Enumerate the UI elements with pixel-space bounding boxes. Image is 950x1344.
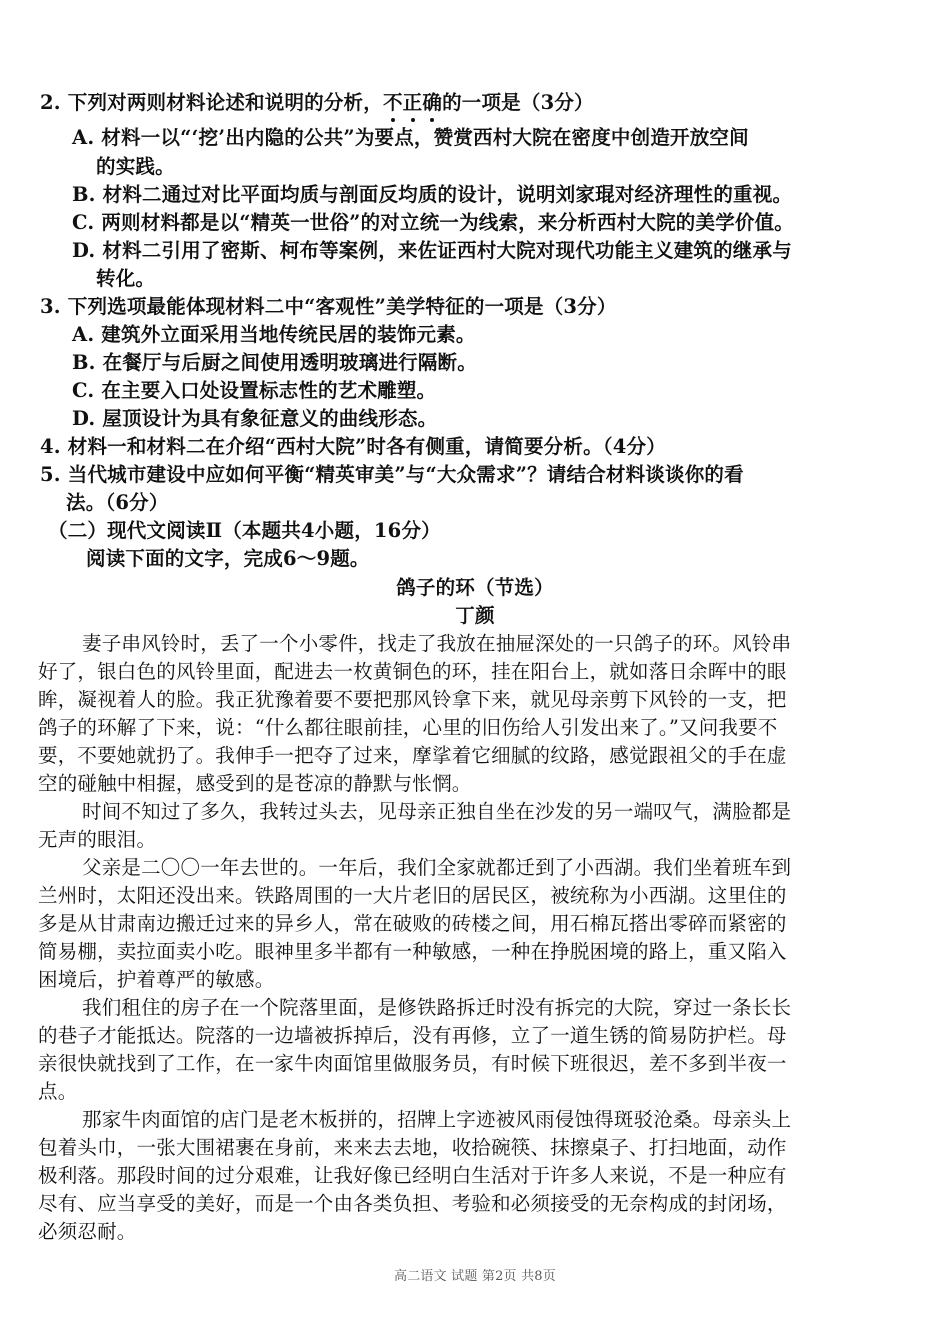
- article-line: 多是从甘肃南边搬迁过来的异乡人，常在破败的砖楼之间，用石棉瓦搭出零碎而紧密的: [38, 912, 787, 935]
- article-line: 空的碰触中相握，感受到的是苍凉的静默与怅惘。: [38, 772, 472, 795]
- article-line: 鸽子的环解了下来，说：“什么都往眼前挂，心里的旧伤给人引发出来了。”又问我要不: [38, 716, 778, 739]
- q2-option-a-cont: 的实践。: [96, 155, 175, 178]
- q2-option-c: C. 两则材料都是以“精英一世俗”的对立统一为线索，来分析西村大院的美学价值。: [72, 211, 794, 234]
- article-line: 必须忍耐。: [38, 1220, 137, 1243]
- article-line: 父亲是二〇〇一年去世的。一年后，我们全家就都迁到了小西湖。我们坐着班车到: [82, 856, 792, 879]
- article-title: 鸽子的环（节选）: [396, 576, 554, 599]
- article-line: 那家牛肉面馆的店门是老木板拼的，招牌上字迹被风雨侵蚀得斑驳沧桑。母亲头上: [82, 1108, 792, 1131]
- article-line: 的巷子才能抵达。院落的一边墙被拆掉后，没有再修，立了一道生锈的简易防护栏。母: [38, 1024, 787, 1047]
- article-line: 眸，凝视着人的脸。我正犹豫着要不要把那风铃拿下来，就见母亲剪下风铃的一支，把: [38, 688, 787, 711]
- article-line: 简易棚，卖拉面卖小吃。眼神里多半都有一种敏感，一种在挣脱困境的路上，重又陷入: [38, 940, 787, 963]
- q2-option-b: B. 材料二通过对比平面均质与剖面反均质的设计，说明刘家琨对经济理性的重视。: [72, 183, 793, 206]
- q3-option-a: A. 建筑外立面采用当地传统民居的装饰元素。: [72, 323, 476, 346]
- section-heading: （二）现代文阅读Ⅱ（本题共4小题，16分）: [48, 519, 441, 542]
- article-line: 好了，银白色的风铃里面，配进去一枚黄铜色的环，挂在阳台上，就如落日余晖中的眼: [38, 660, 787, 683]
- article-line: 时间不知过了多久，我转过头去，见母亲正独自坐在沙发的另一端叹气，满脸都是: [82, 800, 792, 823]
- article-line: 点。: [38, 1080, 78, 1103]
- section-instruction: 阅读下面的文字，完成6～9题。: [86, 547, 370, 570]
- question-2-stem: 2. 下列对两则材料论述和说明的分析，不正确的一项是（3分）: [40, 88, 594, 118]
- article-line: 无声的眼泪。: [38, 828, 157, 851]
- question-3-stem: 3. 下列选项最能体现材料二中“客观性”美学特征的一项是（3分）: [40, 295, 617, 318]
- article-line: 极利落。那段时间的过分艰难，让我好像已经明白生活对于许多人来说，不是一种应有: [38, 1164, 787, 1187]
- emphasis-char: 确: [422, 88, 442, 118]
- article-line: 我们租住的房子在一个院落里面，是修铁路拆迁时没有拆完的大院，穿过一条长长: [82, 996, 792, 1019]
- article-line: 尽有、应当享受的美好，而是一个由各类负担、考验和必须接受的无奈构成的封闭场，: [38, 1192, 787, 1215]
- page-footer: 高二语文 试题 第2页 共8页: [394, 1269, 556, 1284]
- article-line: 困境后，护着尊严的敏感。: [38, 968, 275, 991]
- question-4-stem: 4. 材料一和材料二在介绍“西村大院”时各有侧重，请简要分析。（4分）: [40, 435, 666, 458]
- article-line: 妻子串风铃时，丢了一个小零件，找走了我放在抽屉深处的一只鸽子的环。风铃串: [82, 632, 792, 655]
- article-line: 亲很快就找到了工作，在一家牛肉面馆里做服务员，有时候下班很迟，差不多到半夜一: [38, 1052, 787, 1075]
- article-line: 包着头巾，一张大围裙裹在身前，来来去去地，收拾碗筷、抹擦桌子、打扫地面，动作: [38, 1136, 787, 1159]
- emphasis-char: 不: [383, 88, 403, 118]
- q3-option-b: B. 在餐厅与后厨之间使用透明玻璃进行隔断。: [72, 351, 477, 374]
- article-line: 兰州时，太阳还没出来。铁路周围的一大片老旧的居民区，被统称为小西湖。这里住的: [38, 884, 787, 907]
- question-5-stem: 5. 当代城市建设中应如何平衡“精英审美”与“大众需求”？请结合材料谈谈你的看: [40, 463, 744, 486]
- q2-option-d: D. 材料二引用了密斯、柯布等案例，来佐证西村大院对现代功能主义建筑的继承与: [72, 239, 792, 262]
- q3-option-d: D. 屋顶设计为具有象征意义的曲线形态。: [72, 407, 438, 430]
- q3-option-c: C. 在主要入口处设置标志性的艺术雕塑。: [72, 379, 437, 402]
- question-5-stem-cont: 法。（6分）: [66, 491, 169, 514]
- article-author: 丁颜: [455, 604, 495, 627]
- emphasis-char: 正: [403, 88, 423, 118]
- article-line: 要，不要她就扔了。我伸手一把夺了过来，摩挲着它细腻的纹路，感觉跟祖父的手在虚: [38, 744, 787, 767]
- q2-option-d-cont: 转化。: [96, 267, 156, 290]
- q2-option-a: A. 材料一以“‘挖’出内隐的公共”为要点，赞赏西村大院在密度中创造开放空间: [72, 126, 749, 149]
